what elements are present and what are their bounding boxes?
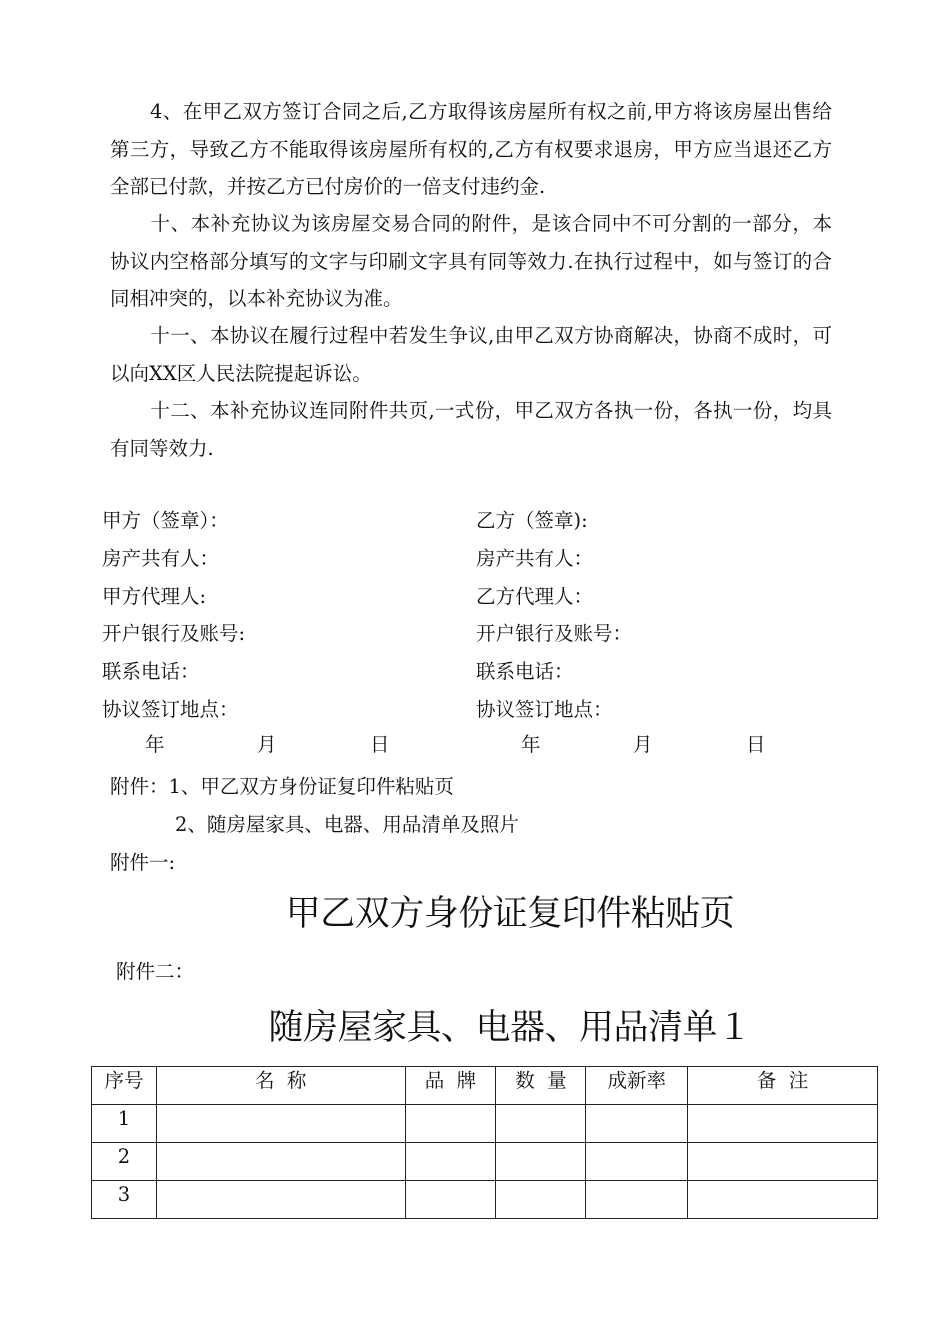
clause-11-paragraph xyxy=(110,317,832,392)
brand-cell xyxy=(405,1181,496,1219)
condition-cell xyxy=(586,1105,688,1143)
inventory-table xyxy=(91,1066,878,1219)
table-row xyxy=(92,1143,878,1181)
party-a-signature-block xyxy=(102,502,245,729)
clause-4-text: 4、在甲乙双方签订合同之后,乙方取得该房屋所有权之前,甲方将该房屋出售给第三方，导致乙方不能取得该房屋所有权的,乙方有权要求退房，甲方应当退还乙方全部已付款，并按乙方已付房价的一倍支付违约金. xyxy=(110,100,832,199)
header-quantity: 数 量 xyxy=(496,1067,586,1105)
party-b-agent-label: 乙方代理人： xyxy=(476,584,594,608)
clause-10-paragraph xyxy=(110,205,832,318)
party-a-agent-label: 甲方代理人: xyxy=(102,584,207,608)
clause-10-text: 十、本补充协议为该房屋交易合同的附件，是该合同中不可分割的一部分，本协议内空格部分填写的文字与印刷文字具有同等效力.在执行过程中，如与签订的合同相冲突的，以本补充协议为准。 xyxy=(110,212,832,311)
party-b-location-label: 协议签订地点： xyxy=(476,697,613,721)
table-header-row xyxy=(92,1067,878,1105)
header-serial-number: 序号 xyxy=(92,1067,157,1105)
party-a-location-label: 协议签订地点： xyxy=(102,697,239,721)
clause-4-paragraph xyxy=(110,93,832,206)
header-name: 名 称 xyxy=(156,1067,405,1105)
header-condition: 成新率 xyxy=(586,1067,688,1105)
remarks-cell xyxy=(688,1181,878,1219)
remarks-cell xyxy=(688,1105,878,1143)
party-b-phone-label: 联系电话： xyxy=(476,660,574,684)
clause-12-paragraph xyxy=(110,392,832,467)
header-brand: 品 牌 xyxy=(405,1067,496,1105)
annex-2-label: 附件二： xyxy=(116,960,195,983)
name-cell xyxy=(156,1143,405,1181)
table-row xyxy=(92,1105,878,1143)
annex-1-label: 附件一: xyxy=(110,851,176,874)
party-b-date-month: 月 xyxy=(633,733,653,756)
name-cell xyxy=(156,1181,405,1219)
quantity-cell xyxy=(496,1181,586,1219)
clause-11-text: 十一、本协议在履行过程中若发生争议,由甲乙双方协商解决，协商不成时，可以向XX区人民法院提起诉讼。 xyxy=(110,324,832,385)
party-b-seal-label: 乙方（签章): xyxy=(476,509,588,532)
brand-cell xyxy=(405,1143,496,1181)
annex-2-title: 随房屋家具、电器、用品清单１ xyxy=(268,1008,752,1048)
row-number-cell: 3 xyxy=(92,1181,157,1219)
party-a-date-year: 年 xyxy=(145,733,165,756)
brand-cell xyxy=(405,1105,496,1143)
attachments-line-2: 2、随房屋家具、电器、用品清单及照片 xyxy=(175,813,519,836)
table-row xyxy=(92,1181,878,1219)
party-a-date-day: 日 xyxy=(370,733,390,756)
party-a-co-owner-label: 房产共有人： xyxy=(102,546,220,570)
party-a-bank-label: 开户银行及账号: xyxy=(102,622,246,646)
attachments-line-1: 附件：1、甲乙双方身份证复印件粘贴页 xyxy=(110,775,454,798)
party-b-bank-label: 开户银行及账号： xyxy=(476,622,633,646)
party-b-signature-block xyxy=(476,502,632,729)
remarks-cell xyxy=(688,1143,878,1181)
row-number-cell: 1 xyxy=(92,1105,157,1143)
condition-cell xyxy=(586,1143,688,1181)
party-b-co-owner-label: 房产共有人： xyxy=(476,546,594,570)
party-b-date-day: 日 xyxy=(746,733,766,756)
party-a-date-month: 月 xyxy=(257,733,277,756)
name-cell xyxy=(156,1105,405,1143)
party-b-date-year: 年 xyxy=(521,733,541,756)
row-number-cell: 2 xyxy=(92,1143,157,1181)
header-remarks: 备 注 xyxy=(688,1067,878,1105)
annex-1-title: 甲乙双方身份证复印件粘贴页 xyxy=(285,894,735,934)
party-a-seal-label: 甲方（签章）： xyxy=(102,509,229,532)
quantity-cell xyxy=(496,1105,586,1143)
party-a-phone-label: 联系电话： xyxy=(102,660,200,684)
clause-12-text: 十二、本补充协议连同附件共页,一式份，甲乙双方各执一份，各执一份，均具有同等效力. xyxy=(110,399,832,460)
quantity-cell xyxy=(496,1143,586,1181)
condition-cell xyxy=(586,1181,688,1219)
